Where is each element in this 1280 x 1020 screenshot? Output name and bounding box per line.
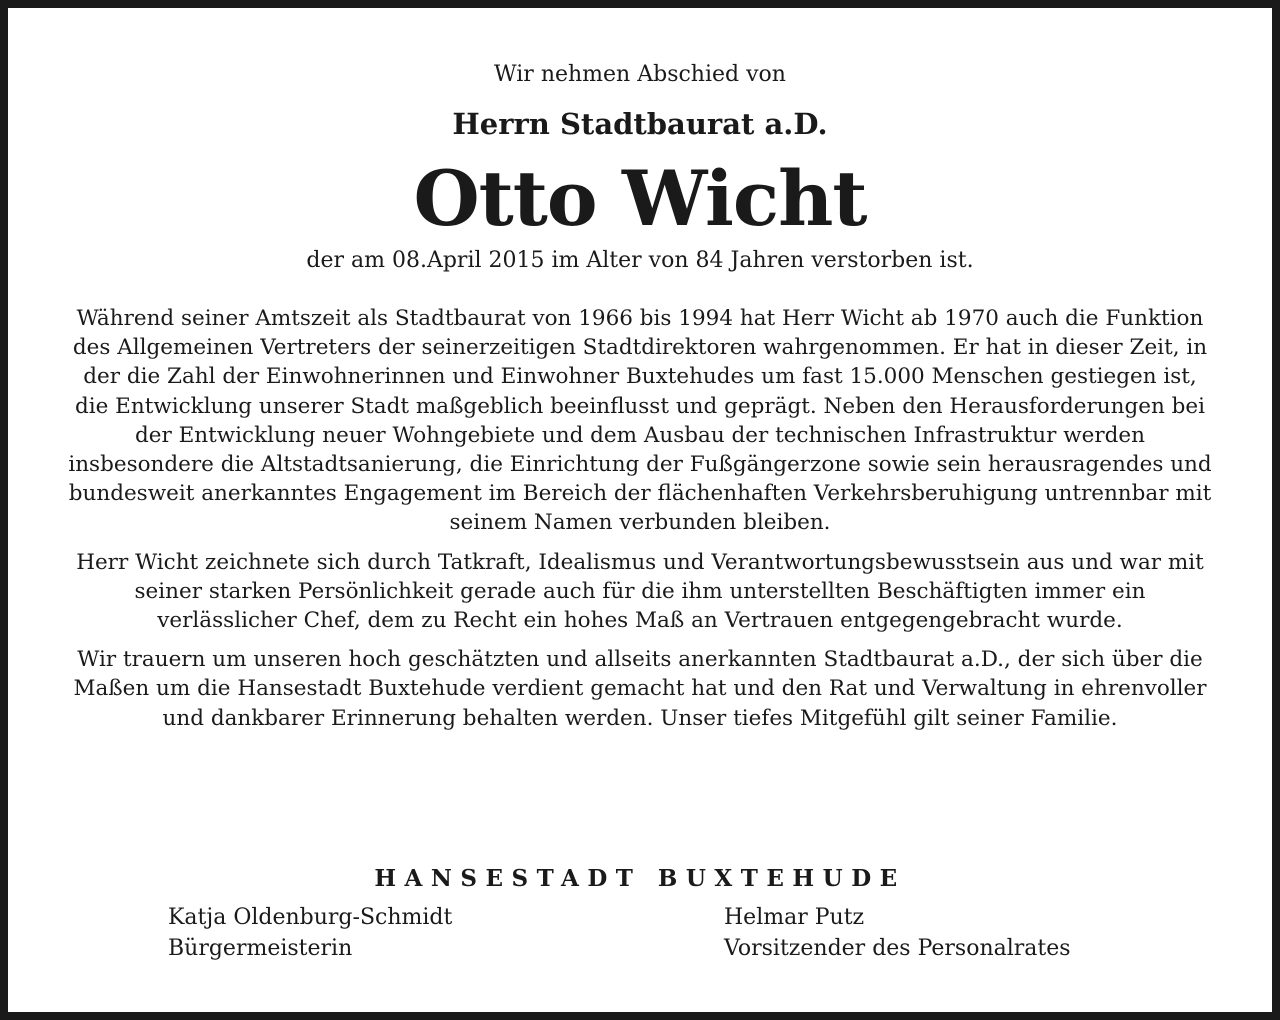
paragraph-mourning: Wir trauern um unseren hoch geschätzten und allseits anerkannten Stadtbaurat a.D., der sich über die Maßen um die Hansestadt Buxtehude verdient gemacht hat und den Rat und Verwaltung in ehrenvoller und dankbarer Erinnerung behalten werden. Unser tiefes Mitgefühl gilt seiner Familie. [73, 647, 1207, 731]
signatory-role: Vorsitzender des Personalrates [724, 936, 1071, 961]
deceased-title: Herrn Stadtbaurat a.D. [452, 107, 828, 141]
obituary-notice [8, 8, 1272, 1012]
paragraph-career: Während seiner Amtszeit als Stadtbaurat von 1966 bis 1994 hat Herr Wicht ab 1970 auch die Funktion des Allgemeinen Vertreters der seinerzeitigen Stadtdirektoren wahrgenommen. Er hat in dieser Zeit, in der die Zahl der Einwohnerinnen und Einwohner Buxtehudes um fast 15.000 Menschen gestiegen ist, die Entwicklung unserer Stadt maßgeblich beeinflusst und geprägt. Neben den Herausforderungen bei der Entwicklung neuer Wohngebiete und dem Ausbau der technischen Infrastruktur werden insbesondere die Altstadtsanierung, die Einrichtung der Fußgängerzone sowie sein herausragendes und bundesweit anerkanntes Engagement im Bereich der flächenhaften Verkehrsberuhigung untrennbar mit seinem Namen verbunden bleiben. [68, 306, 1212, 536]
signatory-mayor [168, 902, 452, 964]
notice-body [68, 304, 1212, 743]
paragraph-character: Herr Wicht zeichnete sich durch Tatkraft, Idealismus und Verantwortungsbewusstsein aus und war mit seiner starken Persönlichkeit gerade auch für die ihm unterstellten Beschäftigten immer ein verlässlicher Chef, dem zu Recht ein hohes Maß an Vertrauen entgegengebracht wurde. [76, 549, 1204, 634]
signatory-name: Helmar Putz [724, 905, 865, 930]
organization-name: HANSESTADT BUXTEHUDE [374, 865, 906, 892]
death-date-line: der am 08.April 2015 im Alter von 84 Jahren verstorben ist. [306, 248, 974, 273]
signatory-name: Katja Oldenburg-Schmidt [168, 905, 453, 930]
deceased-name: Otto Wicht [413, 154, 867, 243]
notice-intro: Wir nehmen Abschied von [494, 62, 786, 87]
signatory-role: Bürgermeisterin [168, 936, 353, 961]
signatory-staff-council [724, 902, 1071, 964]
